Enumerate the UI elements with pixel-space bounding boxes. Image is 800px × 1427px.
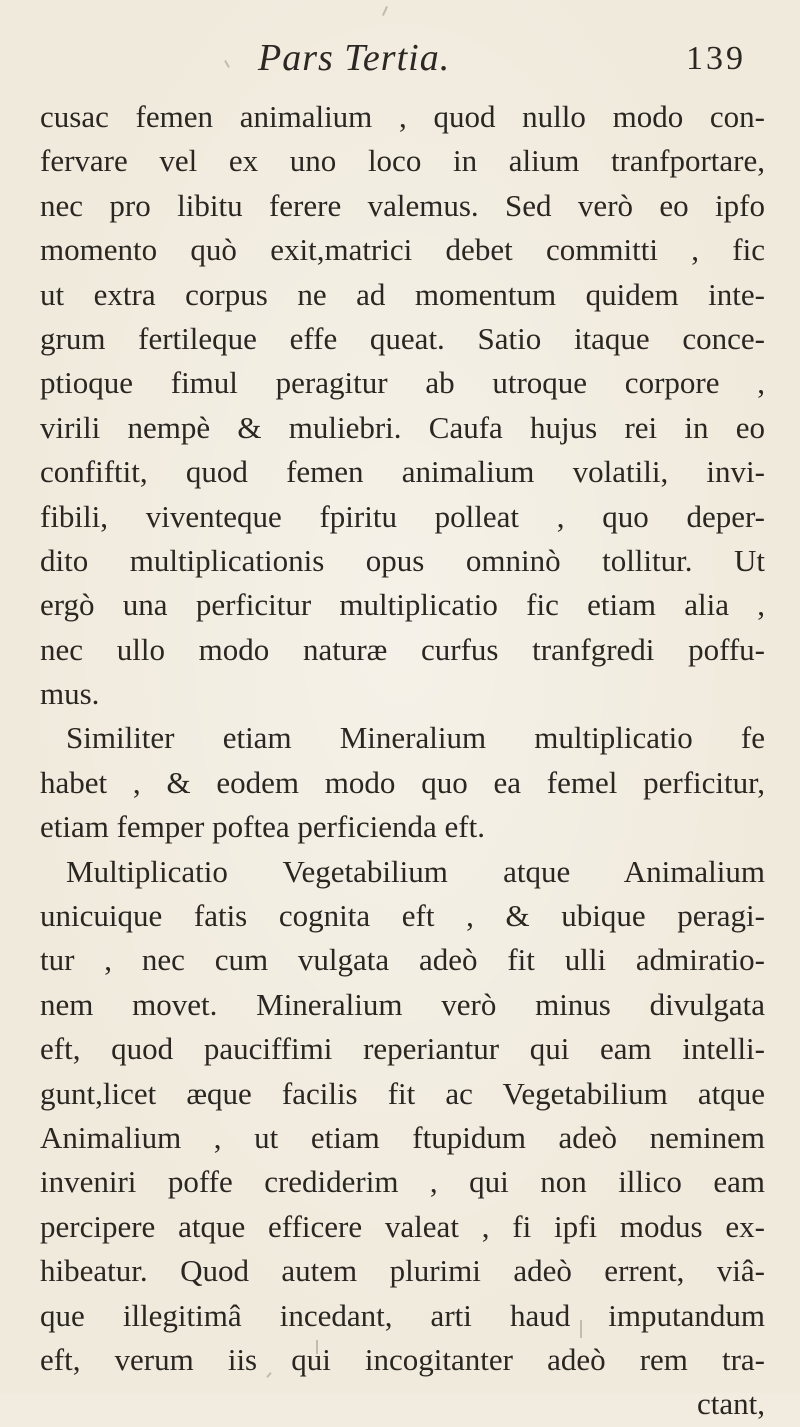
text-line: ut extra corpus ne ad momentum quidem inte- bbox=[40, 276, 765, 312]
text-line: ergò una perficitur multiplicatio fic etiam alia , bbox=[40, 587, 765, 623]
text-line: eft, quod pauciffimi reperiantur qui eam intelli- bbox=[40, 1031, 765, 1067]
paragraph-first-line: Multiplicatio Vegetabilium atque Animalium bbox=[66, 853, 765, 889]
text-line: hibeatur. Quod autem plurimi adeò errent, viâ- bbox=[40, 1253, 765, 1289]
text-line: eft, verum iis qui incogitanter adeò rem tra- bbox=[40, 1341, 765, 1377]
text-line: virili nempè & muliebri. Caufa hujus rei in eo bbox=[40, 409, 765, 445]
page-number: 139 bbox=[686, 40, 746, 77]
text-line: etiam femper poftea perficienda eft. bbox=[40, 809, 485, 845]
text-line: fibili, viventeque fpiritu polleat , quo deper- bbox=[40, 498, 765, 534]
text-line: confiftit, quod femen animalium volatili, invi- bbox=[40, 454, 765, 490]
text-line: nec ullo modo naturæ curfus tranfgredi poffu- bbox=[40, 631, 765, 667]
text-line: ptioque fimul peragitur ab utroque corpore , bbox=[40, 365, 765, 401]
text-line: Animalium , ut etiam ftupidum adeò neminem bbox=[40, 1119, 765, 1155]
text-line: grum fertileque effe queat. Satio itaque conce- bbox=[40, 320, 765, 356]
text-line: cusac femen animalium , quod nullo modo con- bbox=[40, 99, 765, 134]
text-line: fervare vel ex uno loco in alium tranfportare, bbox=[40, 143, 765, 179]
paper-speck bbox=[316, 1340, 318, 1354]
text-line: nec pro libitu ferere valemus. Sed verò eo ipfo bbox=[40, 187, 765, 223]
text-line: percipere atque efficere valeat , fi ipfi modus ex- bbox=[40, 1208, 765, 1244]
text-line: mus. bbox=[40, 676, 100, 712]
text-line: habet , & eodem modo quo ea femel perficitur, bbox=[40, 764, 765, 800]
text-line: inveniri poffe crediderim , qui non illico eam bbox=[40, 1164, 765, 1200]
paper-speck bbox=[382, 6, 388, 16]
text-line: que illegitimâ incedant, arti haud imputandum bbox=[40, 1297, 765, 1333]
catchword: ctant, bbox=[697, 1386, 765, 1422]
text-line: dito multiplicationis opus omninò tollitur. Ut bbox=[40, 542, 765, 578]
running-title: Pars Tertia. bbox=[258, 37, 451, 79]
paper-speck bbox=[580, 1320, 582, 1338]
text-line: nem movet. Mineralium verò minus divulgata bbox=[40, 986, 765, 1022]
page-header bbox=[0, 36, 800, 86]
text-line: gunt,licet æque facilis fit ac Vegetabilium atque bbox=[40, 1075, 765, 1111]
text-line: momento quò exit,matrici debet committi , fic bbox=[40, 232, 765, 268]
paragraph-first-line: Similiter etiam Mineralium multiplicatio fe bbox=[66, 720, 765, 756]
body-text bbox=[40, 95, 765, 1427]
text-line: tur , nec cum vulgata adeò fit ulli admiratio- bbox=[40, 942, 765, 978]
text-line: unicuique fatis cognita eft , & ubique peragi- bbox=[40, 898, 765, 934]
